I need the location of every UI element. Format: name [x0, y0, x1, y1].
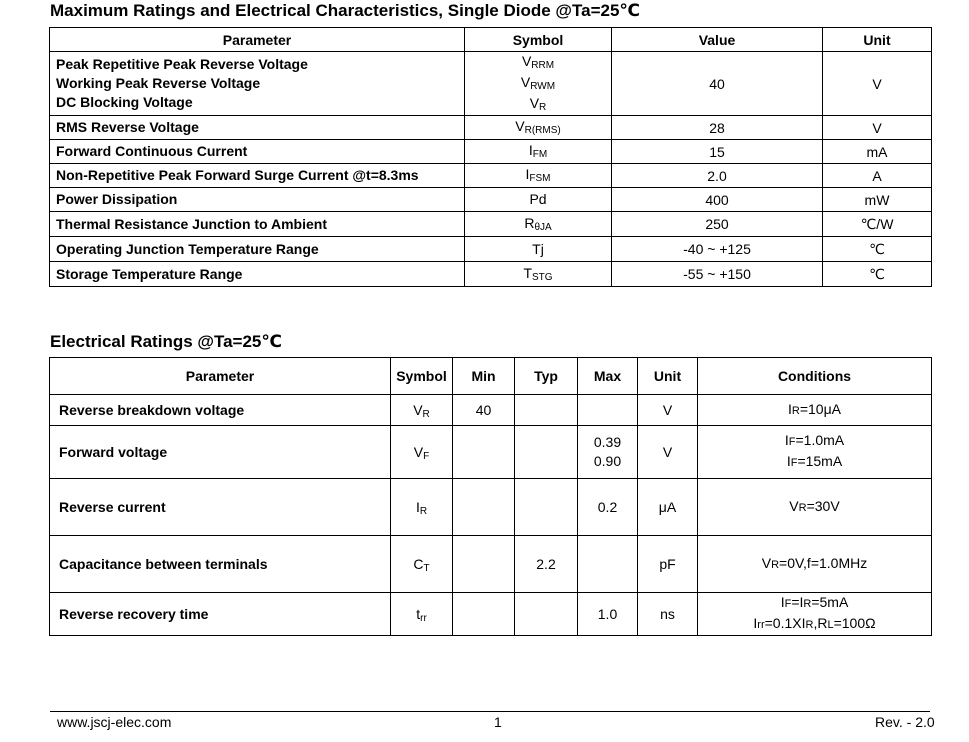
symbol — [526, 166, 551, 182]
symbol-cell — [465, 212, 612, 237]
symbol-subscript: T — [423, 563, 430, 574]
symbol — [530, 95, 547, 111]
symbol — [416, 499, 427, 515]
condition-line: IF=15mA — [786, 453, 843, 469]
condition-subscript: F — [790, 457, 798, 469]
value-cell: 400 — [612, 188, 823, 212]
header-unit-2: Unit — [638, 358, 698, 395]
max-cell — [578, 479, 638, 536]
condition-line: VR=0V,f=1.0MHz — [761, 554, 868, 571]
max-cell — [578, 536, 638, 593]
symbol-line — [465, 52, 611, 73]
symbol-cell — [465, 140, 612, 164]
symbol — [532, 241, 544, 257]
symbol-cell — [465, 52, 612, 116]
parameter-cell: Capacitance between terminals — [50, 536, 391, 593]
symbol — [416, 606, 427, 622]
unit-cell: mW — [823, 188, 932, 212]
symbol-cell — [391, 536, 453, 593]
symbol-line — [465, 190, 611, 209]
symbol — [524, 215, 551, 231]
symbol-base: I — [415, 499, 420, 515]
symbol-base: Pd — [529, 191, 547, 207]
min-cell — [453, 426, 515, 479]
parameter-cell — [50, 116, 465, 140]
symbol-base: V — [521, 53, 532, 69]
value-cell: 250 — [612, 212, 823, 237]
condition-subscript: F — [788, 436, 796, 448]
symbol-line — [465, 214, 611, 235]
symbol-subscript: FM — [532, 149, 548, 160]
typ-cell: 2.2 — [515, 536, 578, 593]
parameter-text: Working Peak Reverse Voltage — [56, 75, 261, 91]
parameter-cell — [50, 212, 465, 237]
parameter-text: RMS Reverse Voltage — [56, 119, 199, 135]
symbol — [529, 191, 546, 207]
parameter-cell — [50, 188, 465, 212]
parameter-cell — [50, 52, 465, 116]
table-row — [50, 262, 932, 287]
symbol — [523, 265, 552, 281]
header-parameter: Parameter — [50, 28, 465, 52]
value-cell: 28 — [612, 116, 823, 140]
table-row — [50, 536, 932, 593]
footer-website: www.jscj-elec.com — [57, 714, 172, 730]
conditions-cell — [698, 395, 932, 426]
parameter-text: Storage Temperature Range — [56, 265, 243, 282]
symbol-line — [465, 141, 611, 162]
symbol-cell — [391, 593, 453, 636]
symbol-subscript: RWM — [530, 81, 556, 92]
condition-subscript: R — [803, 598, 812, 610]
symbol-subscript: FSM — [529, 173, 551, 184]
symbol-cell — [465, 116, 612, 140]
unit-cell: ℃ — [823, 237, 932, 262]
condition-subscript: R — [805, 619, 814, 631]
parameter-cell: Reverse breakdown voltage — [50, 395, 391, 426]
value-cell: 2.0 — [612, 164, 823, 188]
min-cell: 40 — [453, 395, 515, 426]
parameter-text: Peak Repetitive Peak Reverse Voltage — [56, 56, 308, 72]
symbol-line — [465, 94, 611, 115]
symbol-line — [465, 165, 611, 186]
symbol-subscript: R — [539, 102, 547, 113]
symbol-subscript: rr — [420, 613, 427, 624]
typ-cell — [515, 426, 578, 479]
parameter-cell — [50, 140, 465, 164]
parameter-text: Thermal Resistance Junction to Ambient — [56, 215, 327, 232]
symbol-base: C — [413, 556, 424, 572]
symbol-subscript: R(RMS) — [524, 125, 561, 136]
symbol-base: V — [413, 444, 424, 460]
symbol-cell — [391, 426, 453, 479]
symbol-subscript: STG — [532, 271, 553, 283]
unit-cell: ℃ — [823, 262, 932, 287]
electrical-ratings-table — [49, 357, 932, 636]
header-symbol: Symbol — [465, 28, 612, 52]
header-value: Value — [612, 28, 823, 52]
max-ratings-table — [49, 27, 932, 287]
symbol-subscript: F — [423, 451, 430, 462]
table-row — [50, 140, 932, 164]
conditions-cell — [698, 593, 932, 636]
symbol-subscript: R — [419, 506, 428, 517]
unit-cell: A — [823, 164, 932, 188]
footer-revision: Rev. - 2.0 — [875, 714, 935, 730]
condition-line: VR=30V — [789, 497, 840, 514]
value-cell: -40 ~ +125 — [612, 237, 823, 262]
condition-subscript: R — [791, 404, 800, 417]
symbol-base: V — [515, 118, 525, 134]
min-cell — [453, 593, 515, 636]
max-cell — [578, 426, 638, 479]
symbol-subscript: R — [422, 409, 430, 420]
unit-cell: ℃/W — [823, 212, 932, 237]
symbol-cell — [465, 262, 612, 287]
symbol — [515, 118, 560, 134]
max-value: 1.0 — [597, 605, 618, 622]
header-unit: Unit — [823, 28, 932, 52]
condition-subscript: rr — [757, 619, 765, 631]
parameter-cell — [50, 164, 465, 188]
parameter-text: Power Dissipation — [56, 191, 178, 207]
symbol-subscript: θJA — [534, 221, 552, 233]
condition-subscript: F — [784, 598, 792, 610]
symbol-base: t — [416, 606, 421, 622]
symbol-base: I — [528, 142, 533, 158]
unit-cell: pF — [638, 536, 698, 593]
typ-cell — [515, 479, 578, 536]
symbol-line — [465, 117, 611, 138]
typ-cell — [515, 395, 578, 426]
symbol-cell — [465, 188, 612, 212]
header-conditions: Conditions — [698, 358, 932, 395]
condition-subscript: L — [827, 619, 834, 631]
unit-cell: V — [638, 426, 698, 479]
max-cell — [578, 395, 638, 426]
header-parameter-2: Parameter — [50, 358, 391, 395]
max-value: 0.2 — [597, 498, 618, 515]
symbol-cell — [391, 395, 453, 426]
table-row — [50, 52, 932, 116]
symbol — [521, 74, 555, 90]
symbol-base: V — [520, 74, 531, 90]
symbol — [522, 53, 554, 69]
parameter-cell — [50, 237, 465, 262]
parameter-text: Forward Continuous Current — [56, 143, 248, 159]
table-row — [50, 426, 932, 479]
value-cell: -55 ~ +150 — [612, 262, 823, 287]
symbol-line — [465, 240, 611, 259]
condition-line: IF=IR=5mA — [780, 594, 849, 610]
symbol — [414, 444, 429, 460]
section1-title: Maximum Ratings and Electrical Characteristics, Single Diode @Ta=25℃ — [50, 1, 641, 20]
symbol-line — [465, 73, 611, 94]
symbol-base: V — [413, 402, 423, 418]
symbol — [413, 402, 430, 418]
parameter-text: Operating Junction Temperature Range — [56, 240, 319, 257]
footer-page-number: 1 — [494, 714, 502, 730]
condition-line: IF=1.0mA — [784, 432, 845, 448]
min-cell — [453, 479, 515, 536]
header-symbol-2: Symbol — [391, 358, 453, 395]
max-cell — [578, 593, 638, 636]
footer-divider — [50, 711, 930, 712]
parameter-cell: Forward voltage — [50, 426, 391, 479]
symbol — [529, 142, 547, 158]
condition-line: Irr=0.1XIR,RL=100Ω — [753, 615, 876, 631]
header-min: Min — [453, 358, 515, 395]
symbol-base: I — [525, 166, 530, 182]
conditions-cell — [698, 536, 932, 593]
parameter-text: Non-Repetitive Peak Forward Surge Current @t=8.3ms — [56, 167, 419, 183]
typ-cell — [515, 593, 578, 636]
symbol-line — [465, 264, 611, 285]
value-cell: 40 — [612, 52, 823, 116]
conditions-cell — [698, 479, 932, 536]
unit-cell: V — [638, 395, 698, 426]
symbol — [413, 556, 429, 572]
symbol-cell — [391, 479, 453, 536]
symbol-cell — [465, 237, 612, 262]
value-cell: 15 — [612, 140, 823, 164]
symbol-base: Tj — [532, 240, 544, 257]
condition-subscript: R — [798, 501, 807, 514]
table-row — [50, 479, 932, 536]
unit-cell: μA — [638, 479, 698, 536]
table-row — [50, 164, 932, 188]
symbol-base: T — [523, 264, 532, 281]
symbol-base: R — [524, 214, 535, 231]
table-row — [50, 237, 932, 262]
table-row — [50, 593, 932, 636]
header-max: Max — [578, 358, 638, 395]
symbol-subscript: RRM — [531, 60, 555, 71]
max-value: 0.90 — [593, 453, 622, 469]
parameter-cell: Reverse recovery time — [50, 593, 391, 636]
unit-cell: mA — [823, 140, 932, 164]
condition-line: IR=10μA — [788, 400, 841, 417]
section2-title: Electrical Ratings @Ta=25℃ — [50, 332, 282, 351]
parameter-cell: Reverse current — [50, 479, 391, 536]
table-row — [50, 395, 932, 426]
min-cell — [453, 536, 515, 593]
condition-subscript: R — [771, 558, 780, 571]
table-row — [50, 116, 932, 140]
conditions-cell — [698, 426, 932, 479]
parameter-cell — [50, 262, 465, 287]
symbol-cell — [465, 164, 612, 188]
table-row — [50, 212, 932, 237]
table-row — [50, 188, 932, 212]
symbol-base: V — [529, 95, 540, 111]
unit-cell: V — [823, 52, 932, 116]
unit-cell: ns — [638, 593, 698, 636]
max-value: 0.39 — [593, 434, 622, 450]
parameter-text: DC Blocking Voltage — [56, 94, 193, 110]
unit-cell: V — [823, 116, 932, 140]
header-typ: Typ — [515, 358, 578, 395]
